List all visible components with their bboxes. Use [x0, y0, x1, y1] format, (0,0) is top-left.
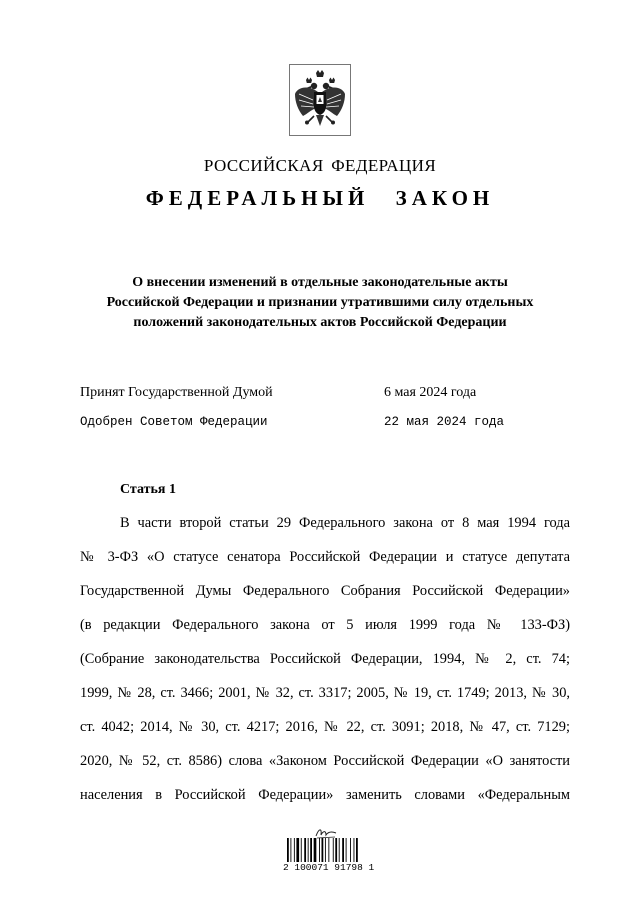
law-title — [60, 273, 580, 333]
article-text-line: населения в Российской Федерации» заменить словами «Федеральным — [80, 787, 570, 803]
law-title-line: Российской Федерации и признании утратившими силу отдельных — [106, 295, 534, 310]
article-text-line: № 3-ФЗ «О статусе сенатора Российской Федерации и статусе депутата — [80, 549, 570, 565]
law-title-line: О внесении изменений в отдельные законодательные акты — [132, 275, 508, 290]
barcode-icon — [287, 838, 365, 862]
country-name: РОССИЙСКАЯ ФЕДЕРАЦИЯ — [203, 156, 437, 175]
article-text-line: (в редакции Федерального закона от 5 июля 1999 года № 133-ФЗ) — [80, 617, 570, 633]
law-type-heading: ФЕДЕРАЛЬНЫЙ ЗАКОН — [145, 186, 495, 210]
article-text-line: Государственной Думы Федерального Собрания Российской Федерации» — [80, 583, 570, 599]
article-text-line: 1999, № 28, ст. 3466; 2001, № 32, ст. 3317; 2005, № 19, ст. 1749; 2013, № 30, — [80, 685, 570, 701]
article-heading: Статья 1 — [120, 482, 176, 497]
article-text-line: 2020, № 52, ст. 8586) слова «Законом Российской Федерации «О занятости — [80, 753, 570, 769]
duma-adoption-label: Принят Государственной Думой — [80, 385, 273, 400]
article-text-line: ст. 4042; 2014, № 30, ст. 4217; 2016, № 22, ст. 3091; 2018, № 47, ст. 7129; — [80, 719, 570, 735]
barcode-number: 2 100071 91798 1 — [283, 862, 375, 873]
article-text-line: В части второй статьи 29 Федерального закона от 8 мая 1994 года — [120, 515, 570, 531]
council-approval-date: 22 мая 2024 года — [384, 415, 505, 429]
duma-adoption-date: 6 мая 2024 года — [384, 385, 477, 400]
council-approval-label: Одобрен Советом Федерации — [80, 415, 268, 429]
law-title-line: положений законодательных актов Российской Федерации — [133, 315, 507, 330]
article-text-line: (Собрание законодательства Российской Федерации, 1994, № 2, ст. 74; — [80, 651, 570, 667]
russian-coat-of-arms-icon — [289, 64, 351, 136]
